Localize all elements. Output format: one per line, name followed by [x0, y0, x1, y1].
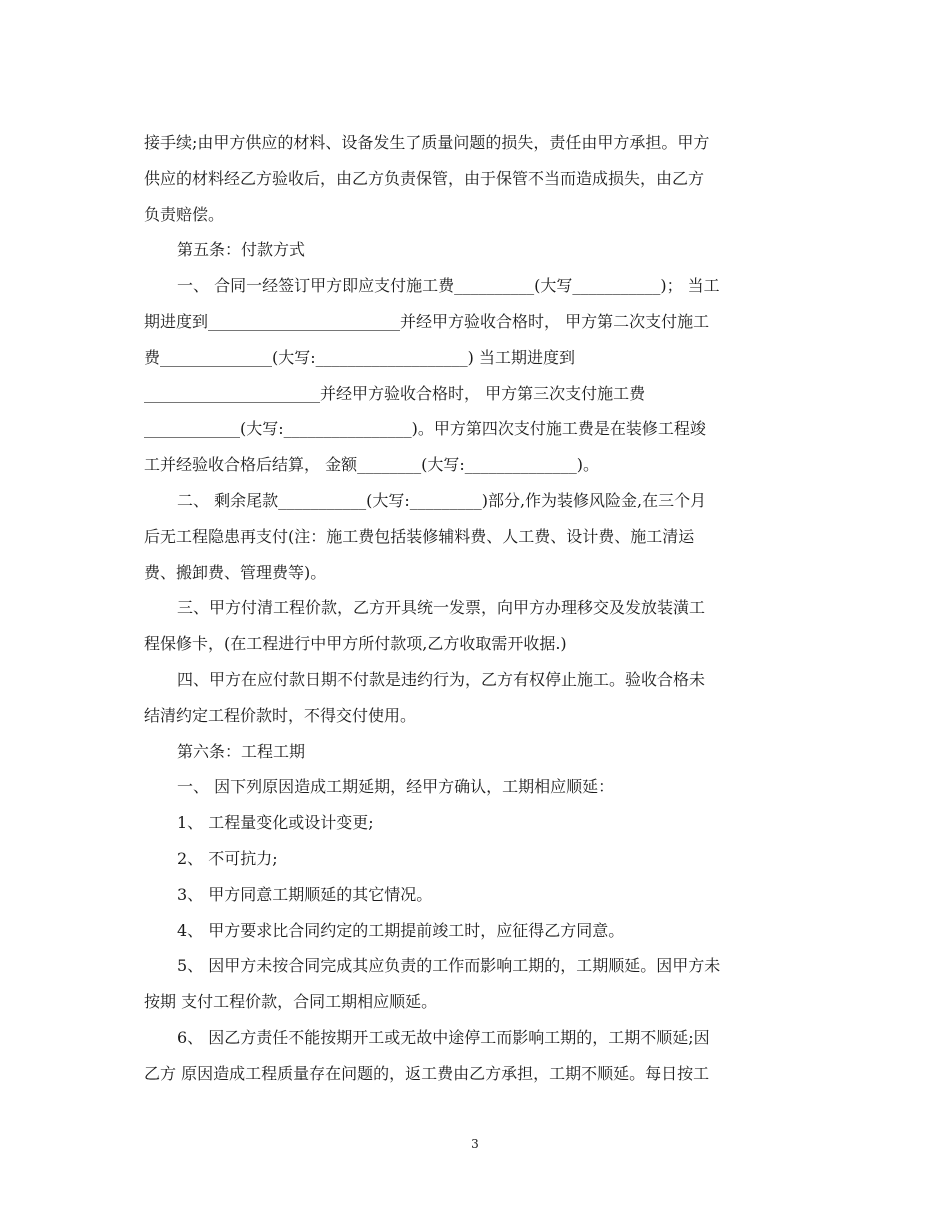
- list-item: 6、 因乙方责任不能按期开工或无故中途停工而影响工期的，工期不顺延;因: [177, 1027, 710, 1047]
- section-heading: 第五条：付款方式: [177, 240, 306, 260]
- text-line: 按期 支付工程价款，合同工期相应顺延。: [144, 992, 438, 1012]
- text-line: 程保修卡，(在工程进行中甲方所付款项,乙方收取需开收据.): [144, 634, 567, 654]
- text-line: 费______________(大写:___________________) 当工期进度到: [144, 347, 575, 367]
- text-line: 一、 合同一经签订甲方即应支付施工费__________(大写___________)； 当工: [177, 276, 720, 296]
- text-line: 后无工程隐患再支付(注：施工费包括装修辅料费、人工费、设计费、施工清运: [144, 526, 695, 546]
- list-item: 2、 不可抗力;: [177, 848, 278, 868]
- text-line: 乙方 原因造成工程质量存在问题的，返工费由乙方承担，工期不顺延。每日按工: [144, 1063, 710, 1083]
- text-line: 供应的材料经乙方验收后，由乙方负责保管，由于保管不当而造成损失，由乙方: [144, 168, 705, 188]
- page-number: 3: [471, 1137, 479, 1151]
- text-line: 负责赔偿。: [144, 204, 225, 224]
- list-item: 3、 甲方同意工期顺延的其它情况。: [177, 884, 433, 904]
- section-heading: 第六条：工程工期: [177, 741, 306, 761]
- list-item: 4、 甲方要求比合同约定的工期提前竣工时，应征得乙方同意。: [177, 920, 625, 940]
- text-line: ______________________并经甲方验收合格时， 甲方第三次支付施工费: [144, 383, 646, 403]
- text-line: 期进度到________________________并经甲方验收合格时， 甲方第二次支付施工: [144, 311, 710, 331]
- text-line: 四、甲方在应付款日期不付款是违约行为，乙方有权停止施工。验收合格未: [177, 669, 706, 689]
- list-item: 5、 因甲方未按合同完成其应负责的工作而影响工期的，工期顺延。因甲方未: [177, 956, 721, 976]
- text-line: ____________(大写:________________)。甲方第四次支付施工费是在装修工程竣: [144, 419, 706, 439]
- text-line: 一、 因下列原因造成工期延期，经甲方确认，工期相应顺延：: [177, 777, 615, 797]
- list-item: 1、 工程量变化或设计变更;: [177, 813, 374, 833]
- text-line: 接手续;由甲方供应的材料、设备发生了质量问题的损失，责任由甲方承担。甲方: [144, 133, 710, 152]
- document-body: [144, 125, 814, 1092]
- text-line: 结清约定工程价款时，不得交付使用。: [144, 705, 417, 725]
- text-line: 二、 剩余尾款___________(大写:_________)部分,作为装修风险金,在三个月: [177, 490, 707, 510]
- text-line: 工并经验收合格后结算， 金额________(大写:______________)。: [144, 455, 599, 475]
- text-line: 三、甲方付清工程价款，乙方开具统一发票，向甲方办理移交及发放装潢工: [177, 598, 706, 618]
- text-line: 费、搬卸费、管理费等)。: [144, 562, 327, 582]
